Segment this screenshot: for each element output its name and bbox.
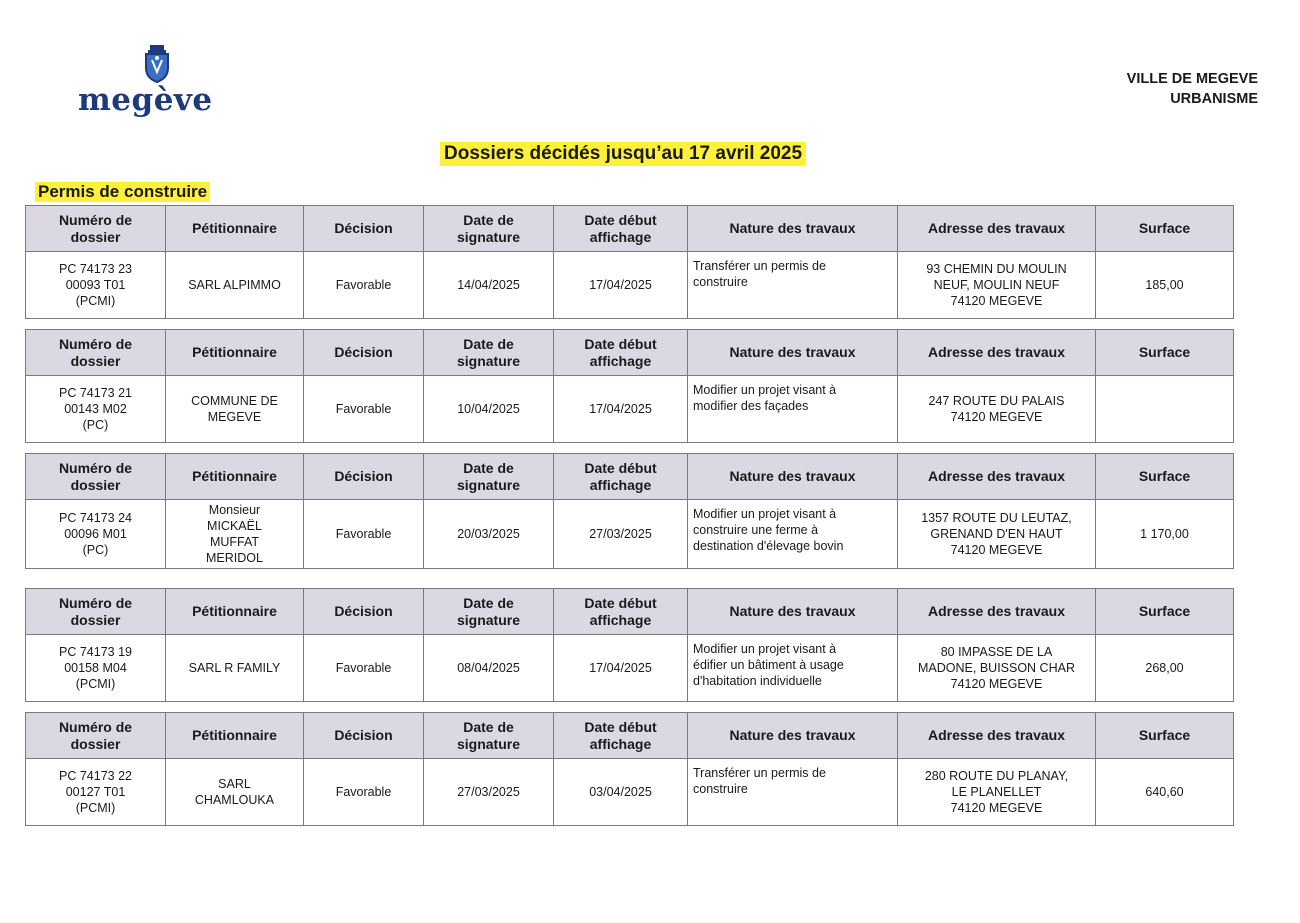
cell-nature: Modifier un projet visant à construire une ferme à destination d'élevage bovin bbox=[688, 500, 898, 569]
cell-numero: PC 74173 21 00143 M02 (PC) bbox=[26, 376, 166, 443]
header-nature: Nature des travaux bbox=[688, 454, 898, 500]
header-nature: Nature des travaux bbox=[688, 330, 898, 376]
header-numero: Numéro de dossier bbox=[26, 454, 166, 500]
header-nature: Nature des travaux bbox=[688, 589, 898, 635]
header-surface: Surface bbox=[1096, 589, 1234, 635]
cell-petitionnaire: SARL CHAMLOUKA bbox=[166, 759, 304, 826]
logo-wordmark: megève bbox=[78, 82, 213, 118]
cell-date-signature: 27/03/2025 bbox=[424, 759, 554, 826]
cell-petitionnaire: SARL R FAMILY bbox=[166, 635, 304, 702]
table-header-row bbox=[26, 330, 1234, 376]
table-row bbox=[26, 252, 1234, 319]
header-petitionnaire: Pétitionnaire bbox=[166, 713, 304, 759]
header-decision: Décision bbox=[304, 589, 424, 635]
dossier-table bbox=[25, 453, 1234, 569]
cell-date-affichage: 03/04/2025 bbox=[554, 759, 688, 826]
header-date-signature: Date de signature bbox=[424, 713, 554, 759]
megeve-logo bbox=[78, 44, 253, 119]
header-date-affichage: Date début affichage bbox=[554, 589, 688, 635]
cell-nature: Transférer un permis de construire bbox=[688, 759, 898, 826]
header-surface: Surface bbox=[1096, 713, 1234, 759]
cell-numero: PC 74173 19 00158 M04 (PCMI) bbox=[26, 635, 166, 702]
cell-date-signature: 14/04/2025 bbox=[424, 252, 554, 319]
table-row bbox=[26, 635, 1234, 702]
header-numero: Numéro de dossier bbox=[26, 589, 166, 635]
cell-surface: 640,60 bbox=[1096, 759, 1234, 826]
cell-numero: PC 74173 23 00093 T01 (PCMI) bbox=[26, 252, 166, 319]
header-adresse: Adresse des travaux bbox=[898, 589, 1096, 635]
cell-date-affichage: 17/04/2025 bbox=[554, 376, 688, 443]
table-header-row bbox=[26, 713, 1234, 759]
dossier-table bbox=[25, 588, 1234, 702]
cell-date-signature: 20/03/2025 bbox=[424, 500, 554, 569]
header-decision: Décision bbox=[304, 330, 424, 376]
section-title: Permis de construire bbox=[35, 182, 210, 202]
header-petitionnaire: Pétitionnaire bbox=[166, 589, 304, 635]
header-date-signature: Date de signature bbox=[424, 454, 554, 500]
header-petitionnaire: Pétitionnaire bbox=[166, 454, 304, 500]
dossier-table bbox=[25, 205, 1234, 319]
cell-adresse: 1357 ROUTE DU LEUTAZ, GRENAND D'EN HAUT 74120 MEGEVE bbox=[898, 500, 1096, 569]
cell-date-affichage: 27/03/2025 bbox=[554, 500, 688, 569]
header-date-affichage: Date début affichage bbox=[554, 454, 688, 500]
header-adresse: Adresse des travaux bbox=[898, 206, 1096, 252]
crest-icon bbox=[140, 44, 174, 84]
dossier-table bbox=[25, 329, 1234, 443]
header-petitionnaire: Pétitionnaire bbox=[166, 206, 304, 252]
cell-nature: Transférer un permis de construire bbox=[688, 252, 898, 319]
cell-decision: Favorable bbox=[304, 759, 424, 826]
cell-adresse: 93 CHEMIN DU MOULIN NEUF, MOULIN NEUF 74120 MEGEVE bbox=[898, 252, 1096, 319]
header-numero: Numéro de dossier bbox=[26, 330, 166, 376]
cell-decision: Favorable bbox=[304, 500, 424, 569]
table-row bbox=[26, 376, 1234, 443]
cell-decision: Favorable bbox=[304, 635, 424, 702]
table-row bbox=[26, 759, 1234, 826]
header-decision: Décision bbox=[304, 206, 424, 252]
header-date-signature: Date de signature bbox=[424, 330, 554, 376]
header-decision: Décision bbox=[304, 454, 424, 500]
org-name: VILLE DE MEGEVE bbox=[1126, 71, 1258, 87]
cell-surface bbox=[1096, 376, 1234, 443]
cell-numero: PC 74173 24 00096 M01 (PC) bbox=[26, 500, 166, 569]
header-adresse: Adresse des travaux bbox=[898, 713, 1096, 759]
cell-petitionnaire: COMMUNE DE MEGEVE bbox=[166, 376, 304, 443]
table-header-row bbox=[26, 589, 1234, 635]
cell-surface: 268,00 bbox=[1096, 635, 1234, 702]
header-date-signature: Date de signature bbox=[424, 589, 554, 635]
cell-nature: Modifier un projet visant à modifier des façades bbox=[688, 376, 898, 443]
cell-decision: Favorable bbox=[304, 252, 424, 319]
cell-adresse: 80 IMPASSE DE LA MADONE, BUISSON CHAR 74120 MEGEVE bbox=[898, 635, 1096, 702]
cell-date-signature: 08/04/2025 bbox=[424, 635, 554, 702]
table-row bbox=[26, 500, 1234, 569]
cell-adresse: 280 ROUTE DU PLANAY, LE PLANELLET 74120 MEGEVE bbox=[898, 759, 1096, 826]
org-department: URBANISME bbox=[1170, 91, 1258, 107]
cell-date-signature: 10/04/2025 bbox=[424, 376, 554, 443]
cell-date-affichage: 17/04/2025 bbox=[554, 635, 688, 702]
header-nature: Nature des travaux bbox=[688, 206, 898, 252]
cell-nature: Modifier un projet visant à édifier un bâtiment à usage d'habitation individuelle bbox=[688, 635, 898, 702]
header-numero: Numéro de dossier bbox=[26, 206, 166, 252]
cell-date-affichage: 17/04/2025 bbox=[554, 252, 688, 319]
cell-surface: 1 170,00 bbox=[1096, 500, 1234, 569]
cell-petitionnaire: Monsieur MICKAËL MUFFAT MERIDOL bbox=[166, 500, 304, 569]
table-header-row bbox=[26, 454, 1234, 500]
page-title: Dossiers décidés jusqu’au 17 avril 2025 bbox=[440, 142, 806, 166]
header-surface: Surface bbox=[1096, 454, 1234, 500]
cell-numero: PC 74173 22 00127 T01 (PCMI) bbox=[26, 759, 166, 826]
header-surface: Surface bbox=[1096, 330, 1234, 376]
header-adresse: Adresse des travaux bbox=[898, 454, 1096, 500]
header-date-affichage: Date début affichage bbox=[554, 330, 688, 376]
table-header-row bbox=[26, 206, 1234, 252]
header-adresse: Adresse des travaux bbox=[898, 330, 1096, 376]
header-date-affichage: Date début affichage bbox=[554, 713, 688, 759]
cell-decision: Favorable bbox=[304, 376, 424, 443]
header-numero: Numéro de dossier bbox=[26, 713, 166, 759]
header-date-affichage: Date début affichage bbox=[554, 206, 688, 252]
header-nature: Nature des travaux bbox=[688, 713, 898, 759]
header-petitionnaire: Pétitionnaire bbox=[166, 330, 304, 376]
cell-surface: 185,00 bbox=[1096, 252, 1234, 319]
header-decision: Décision bbox=[304, 713, 424, 759]
cell-petitionnaire: SARL ALPIMMO bbox=[166, 252, 304, 319]
cell-adresse: 247 ROUTE DU PALAIS 74120 MEGEVE bbox=[898, 376, 1096, 443]
header-surface: Surface bbox=[1096, 206, 1234, 252]
organization-header bbox=[1127, 69, 1258, 109]
dossier-table bbox=[25, 712, 1234, 826]
header-date-signature: Date de signature bbox=[424, 206, 554, 252]
